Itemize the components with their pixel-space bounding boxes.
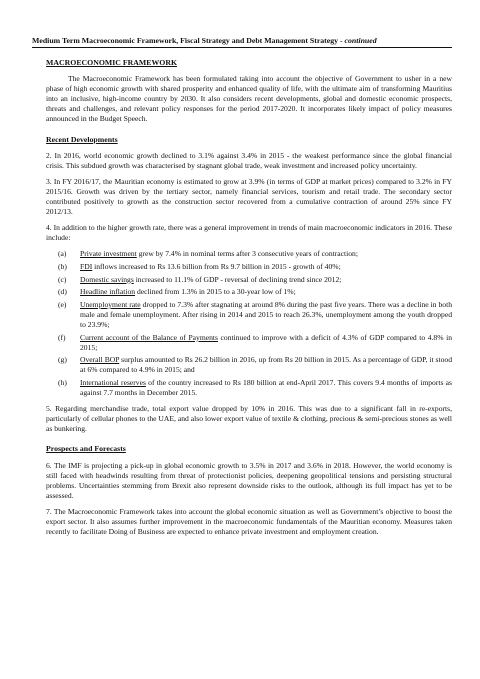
list-item xyxy=(46,275,452,285)
list-marker: (d) xyxy=(58,287,67,297)
paragraph-3: 3. In FY 2016/17, the Mauritian economy is estimated to grow at 3.9% (in terms of GDP at market prices) compared to 3.2% in FY 2015/16. Growth was driven by the tertiary sector, namely financial services, tourism and retail trade. The secondary sector contributed positively to growth as the construction sector recovered from a cumulative contraction of around 25% since FY 2012/13. xyxy=(46,176,452,217)
list-item xyxy=(46,355,452,375)
paragraph-5: 5. Regarding merchandise trade, total export value dropped by 10% in 2016. This was due to a significant fall in re-exports, particularly of cellular phones to the UAE, and also lower export value of textile & clothing, precious & semi-precious stones as well as bunkering. xyxy=(46,404,452,434)
paragraph-4: 4. In addition to the higher growth rate, there was a general improvement in trends of main macroeconomic indicators in 2016. These include: xyxy=(46,223,452,243)
list-text: increased to 11.1% of GDP - reversal of declining trend since 2012; xyxy=(133,274,342,284)
document-body xyxy=(46,58,452,543)
running-header-continued: continued xyxy=(344,36,377,45)
list-text: dropped to 7.3% after stagnating at around 8% during the past five years. There was a decline in both male and female unemployment. After rising in 2014 and 2015 to reach 26.3%, unemployment among the youth dropped to 23.9%; xyxy=(80,299,452,329)
list-item xyxy=(46,262,452,272)
list-marker: (g) xyxy=(58,355,67,365)
section-heading-recent-developments: Recent Developments xyxy=(46,134,118,144)
list-marker: (a) xyxy=(58,249,67,259)
list-term: International reserves xyxy=(80,377,146,387)
list-marker: (e) xyxy=(58,299,67,309)
list-text: declined from 1.3% in 2015 to a 30-year low of 1%; xyxy=(135,287,296,297)
list-term: Headline inflation xyxy=(80,287,136,297)
list-marker: (f) xyxy=(58,332,66,342)
list-text: of the country increased to Rs 180 billion at end-April 2017. This covers 9.4 months of imports as against 7.7 months in December 2015. xyxy=(80,377,452,398)
list-marker: (c) xyxy=(58,274,67,284)
list-text: surplus amounted to Rs 26.2 billion in 2016, up from Rs 20 billion in 2015. As a percentage of GDP, it stood at 6% compared to 4.9% in 2015; and xyxy=(80,355,452,375)
list-marker: (h) xyxy=(58,377,67,387)
running-header: Medium Term Macroeconomic Framework, Fiscal Strategy and Debt Management Strategy - continued xyxy=(32,36,452,48)
paragraph-2: 2. In 2016, world economic growth declined to 3.1% against 3.4% in 2015 - the weakest performance since the global financial crisis. This subdued growth was characterised by stagnant global trade, weak investment and increased policy uncertainty. xyxy=(46,150,452,170)
list-term: Current account of the Balance of Payments xyxy=(80,332,218,342)
list-term: Domestic savings xyxy=(80,274,134,284)
section-heading-prospects: Prospects and Forecasts xyxy=(46,444,126,454)
list-item xyxy=(46,287,452,297)
list-item xyxy=(46,333,452,353)
section-heading-framework: MACROECONOMIC FRAMEWORK xyxy=(46,58,178,67)
paragraph-intro: The Macroeconomic Framework has been formulated taking into account the objective of Government to usher in a new phase of high economic growth with shared prosperity and enhanced quality of life, with the ultimate aim of transforming Mauritius into an inclusive, high-income country by 2030. It also considers recent developments, global and domestic economic prospects, threats and challenges, and relevant policy responses for the period 2017-2020. It incorporates likely impact of policy measures announced in the Budget Speech. xyxy=(46,74,452,124)
list-term: Unemployment rate xyxy=(80,299,141,309)
list-item xyxy=(46,378,452,398)
list-term: Private investment xyxy=(80,249,137,259)
list-text: grew by 7.4% in nominal terms after 3 consecutive years of contraction; xyxy=(136,249,358,259)
list-item xyxy=(46,249,452,259)
indicator-list xyxy=(46,249,452,398)
paragraph-6: 6. The IMF is projecting a pick-up in global economic growth to 3.5% in 2017 and 3.6% in 2018. However, the world economy is still faced with headwinds resulting from threat of protectionist policies, deepening geopolitical tensions and persisting structural problems. Uncertainties stemming from Brexit also represent downside risks to the outlook, although its full impact has yet to be assessed. xyxy=(46,460,452,500)
running-header-title: Medium Term Macroeconomic Framework, Fiscal Strategy and Debt Management Strategy xyxy=(32,36,339,45)
list-text: continued to improve with a deficit of 4.3% of GDP compared to 4.8% in 2015; xyxy=(80,332,452,352)
list-term: FDI xyxy=(80,262,93,271)
paragraph-7: 7. The Macroeconomic Framework takes into account the global economic situation as well as Government’s objective to boost the export sector. It also assumes further improvement in the macroeconomic fundamentals of the Mauritian economy. Measures taken recently to facilitate Doing of Business are expected to enhance private investment and employment creation. xyxy=(46,506,452,537)
list-text: inflows increased to Rs 13.6 billion from Rs 9.7 billion in 2015 - growth of 40%; xyxy=(92,262,341,271)
list-marker: (b) xyxy=(58,262,67,271)
list-item xyxy=(46,300,452,330)
list-term: Overall BOP xyxy=(80,355,120,365)
